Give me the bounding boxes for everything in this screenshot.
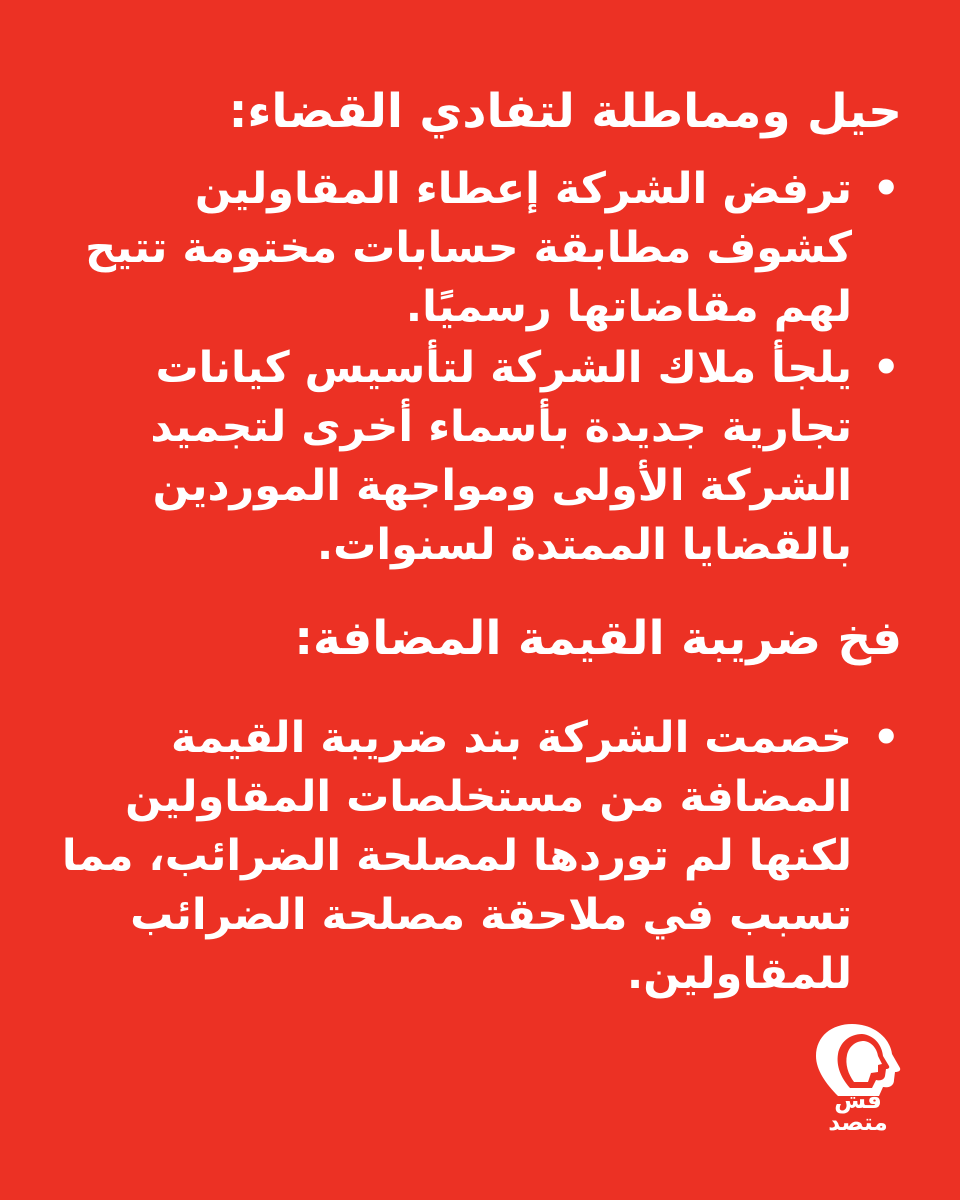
bullet-marker: • (872, 713, 900, 763)
brand-logo (808, 1018, 908, 1138)
logo-text-line1: قش (834, 1088, 882, 1114)
list-item-text: ترفض الشركة إعطاء المقاولين كشوف مطابقة حسابات مختومة تتيح لهم مقاضاتها رسميًا. (85, 164, 852, 332)
list-item (52, 339, 902, 575)
bullet-marker: • (872, 164, 900, 214)
bullet-marker: • (872, 343, 900, 393)
section-heading-vat-trap: فخ ضريبة القيمة المضافة: (294, 611, 902, 666)
list-item-text: يلجأ ملاك الشركة لتأسيس كيانات تجارية جديدة بأسماء أخرى لتجميد الشركة الأولى ومواجهة الموردين بالقضايا الممتدة لسنوات. (150, 343, 852, 570)
brand-logo-text (808, 1090, 908, 1134)
list-item (52, 709, 902, 1004)
logo-text-line2: متصد (828, 1110, 888, 1136)
bullet-list-delay-tactics (52, 160, 902, 575)
bullet-list-vat-trap (52, 709, 902, 1004)
list-item-text: خصمت الشركة بند ضريبة القيمة المضافة من مستخلصات المقاولين لكنها لم توردها لمصلحة الضرائب، مما تسبب في ملاحقة مصلحة الضرائب للمقاولين. (61, 713, 852, 999)
list-item (52, 160, 902, 337)
section-heading-delay-tactics: حيل ومماطلة لتفادي القضاء: (228, 84, 902, 139)
head-profile-icon (808, 1018, 908, 1098)
main-content (52, 82, 902, 1006)
